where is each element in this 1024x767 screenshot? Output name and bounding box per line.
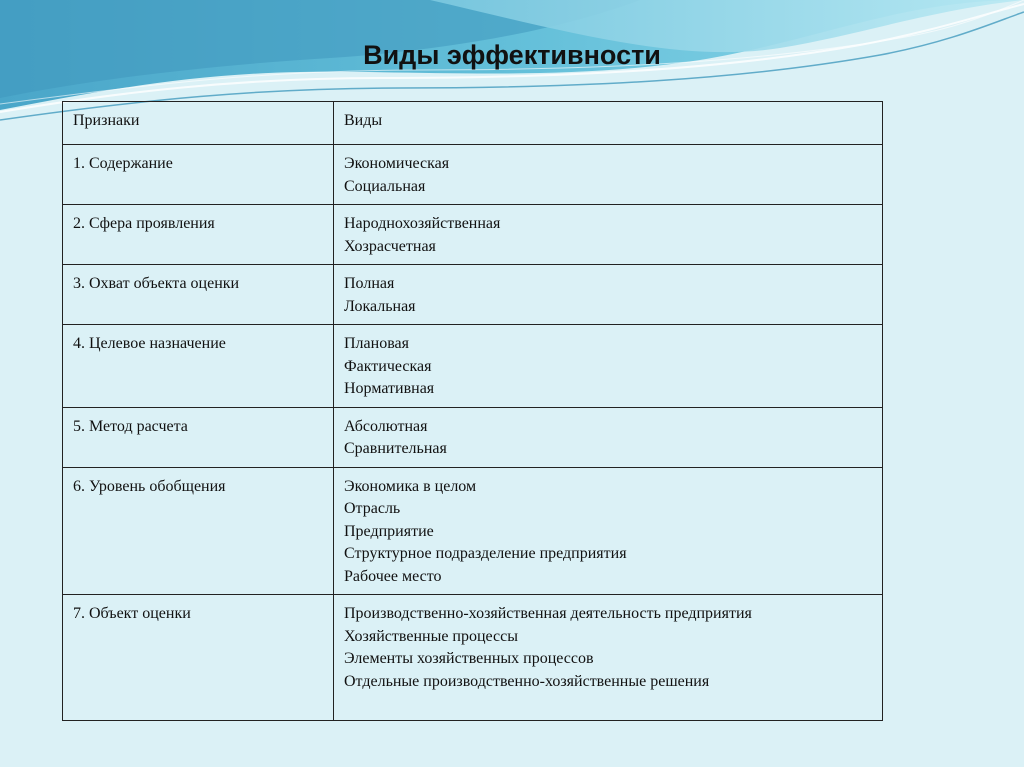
table-row [63, 205, 883, 265]
kind-item: Социальная [344, 177, 426, 195]
kind-item: Отдельные производственно-хозяйственные решения [344, 672, 710, 690]
kind-item: Экономическая [344, 155, 450, 172]
table-row [63, 265, 883, 325]
kind-item: Хозяйственные процессы [344, 627, 518, 645]
table-header-row [63, 102, 883, 145]
kinds-cell [334, 145, 883, 205]
kind-item: Абсолютная [344, 417, 428, 435]
kind-item: Элементы хозяйственных процессов [344, 650, 594, 667]
kinds-cell [334, 467, 883, 595]
kinds-cell [334, 407, 883, 467]
kind-item: Отрасль [344, 500, 401, 517]
feature-cell: 7. Объект оценки [63, 595, 334, 721]
table-row [63, 145, 883, 205]
kind-item: Плановая [344, 335, 410, 352]
kind-item: Фактическая [344, 357, 432, 375]
feature-cell: 6. Уровень обобщения [63, 467, 334, 595]
kind-item: Производственно-хозяйственная деятельность предприятия [344, 605, 752, 622]
header-cell-features: Признаки [63, 102, 334, 145]
kind-item: Полная [344, 275, 395, 292]
table-row [63, 467, 883, 595]
kind-item: Нормативная [344, 380, 435, 397]
feature-cell: 1. Содержание [63, 145, 334, 205]
table-row [63, 595, 883, 721]
kind-item: Хозрасчетная [344, 237, 436, 255]
feature-cell: 2. Сфера проявления [63, 205, 334, 265]
slide-title: Виды эффективности [363, 40, 661, 70]
kinds-cell [334, 325, 883, 408]
feature-cell: 3. Охват объекта оценки [63, 265, 334, 325]
kinds-cell [334, 265, 883, 325]
kind-item: Структурное подразделение предприятия [344, 545, 627, 562]
kind-item: Предприятие [344, 522, 434, 540]
kind-item: Сравнительная [344, 440, 447, 457]
kind-item: Народнохозяйственная [344, 215, 501, 232]
kind-item: Локальная [344, 297, 416, 315]
feature-cell: 4. Целевое назначение [63, 325, 334, 408]
kinds-cell [334, 595, 883, 721]
table-row [63, 325, 883, 408]
efficiency-types-table [62, 101, 883, 721]
kinds-cell [334, 205, 883, 265]
feature-cell: 5. Метод расчета [63, 407, 334, 467]
kind-item: Экономика в целом [344, 477, 477, 495]
kind-item: Рабочее место [344, 567, 442, 585]
table-row [63, 407, 883, 467]
header-cell-kinds: Виды [334, 102, 883, 145]
